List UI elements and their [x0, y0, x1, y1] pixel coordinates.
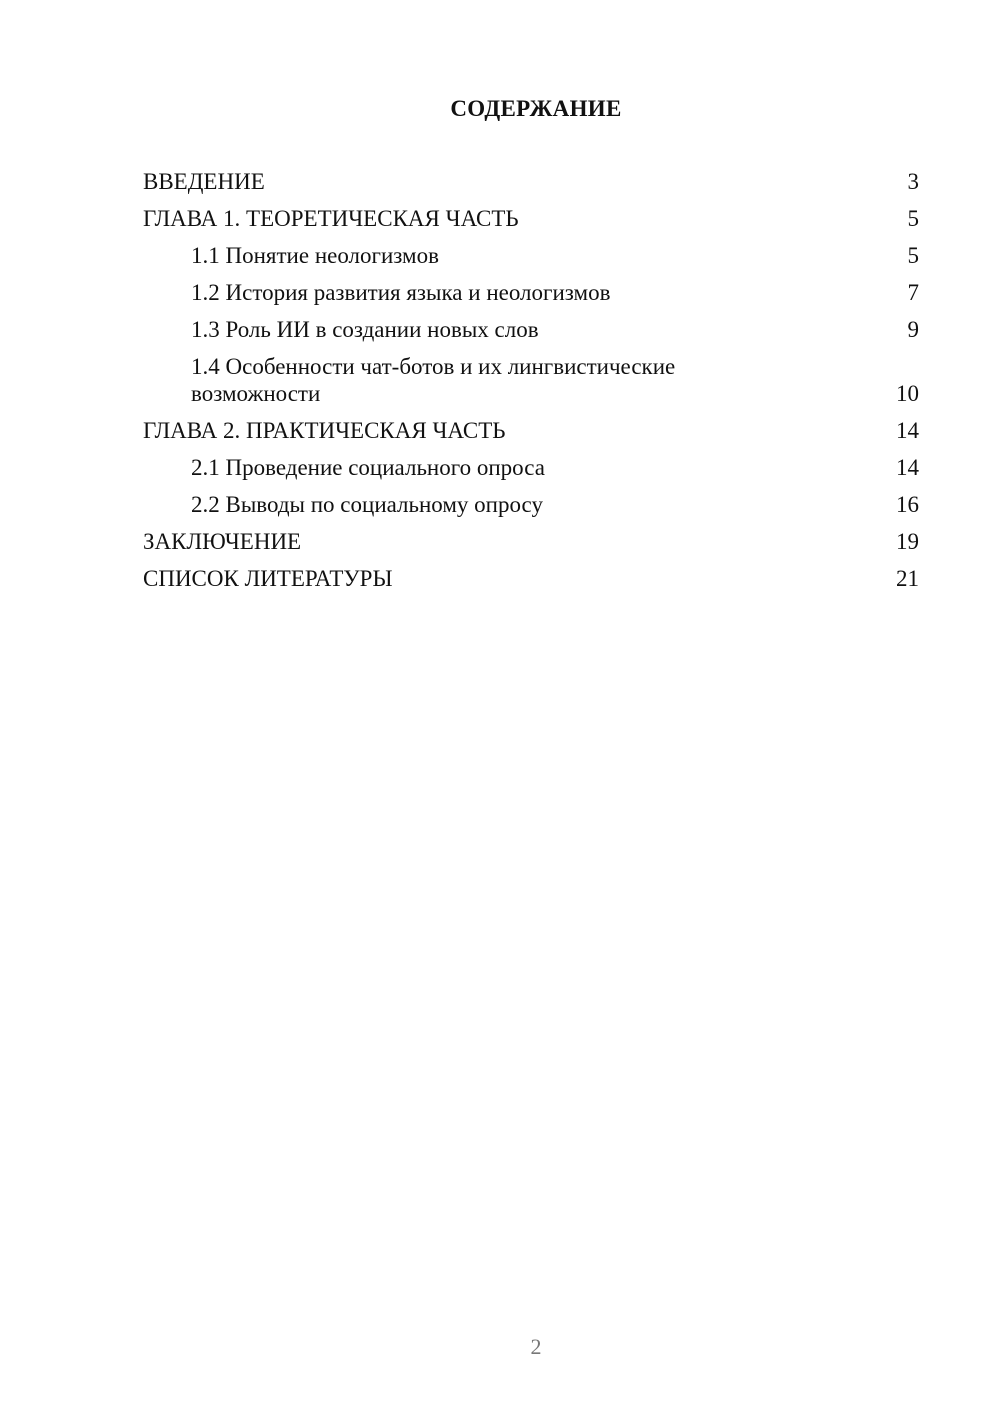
toc-entry-page: 5: [907, 206, 919, 231]
toc-entry-label: 1.4 Особенности чат-ботов и их лингвистические возможности: [191, 354, 676, 406]
toc-entry-page: 5: [907, 243, 919, 268]
toc-entry-label: 2.1 Проведение социального опроса: [191, 455, 545, 480]
toc-entry-page: 21: [896, 566, 919, 591]
toc-entry-section-2-2[interactable]: [143, 491, 919, 518]
toc-entry-label: ВВЕДЕНИЕ: [143, 169, 265, 194]
toc-entry-section-1-2[interactable]: [143, 279, 919, 306]
toc-entry-page: 19: [896, 529, 919, 554]
toc-entry-section-1-3[interactable]: [143, 316, 919, 343]
toc-entry-section-2-1[interactable]: [143, 454, 919, 481]
toc-entry-section-1-1[interactable]: [143, 242, 919, 269]
toc-entry-introduction[interactable]: [143, 168, 919, 195]
toc-entry-chapter-2[interactable]: [143, 417, 919, 444]
toc-entry-label: СПИСОК ЛИТЕРАТУРЫ: [143, 566, 393, 591]
toc-entry-chapter-1[interactable]: [143, 205, 919, 232]
toc-entry-page: 3: [907, 169, 919, 194]
toc-entry-label: 1.3 Роль ИИ в создании новых слов: [191, 317, 539, 342]
page-title: СОДЕРЖАНИЕ: [450, 96, 622, 121]
toc-entry-label: ГЛАВА 2. ПРАКТИЧЕСКАЯ ЧАСТЬ: [143, 418, 506, 443]
toc-entry-references[interactable]: [143, 565, 919, 592]
toc-entry-label: 2.2 Выводы по социальному опросу: [191, 492, 543, 517]
table-of-contents: [143, 168, 919, 602]
toc-entry-label: ГЛАВА 1. ТЕОРЕТИЧЕСКАЯ ЧАСТЬ: [143, 206, 519, 231]
toc-entry-section-1-4[interactable]: [143, 353, 919, 407]
toc-entry-page: 9: [907, 317, 919, 342]
toc-entry-label: 1.1 Понятие неологизмов: [191, 243, 439, 268]
toc-entry-page: 14: [896, 455, 919, 480]
toc-entry-page: 10: [896, 381, 919, 406]
toc-entry-label: 1.2 История развития языка и неологизмов: [191, 280, 611, 305]
toc-entry-page: 7: [907, 280, 919, 305]
toc-entry-page: 16: [896, 492, 919, 517]
toc-entry-label: ЗАКЛЮЧЕНИЕ: [143, 529, 302, 554]
toc-entry-conclusion[interactable]: [143, 528, 919, 555]
page-number: 2: [530, 1334, 542, 1359]
toc-entry-page: 14: [896, 418, 919, 443]
